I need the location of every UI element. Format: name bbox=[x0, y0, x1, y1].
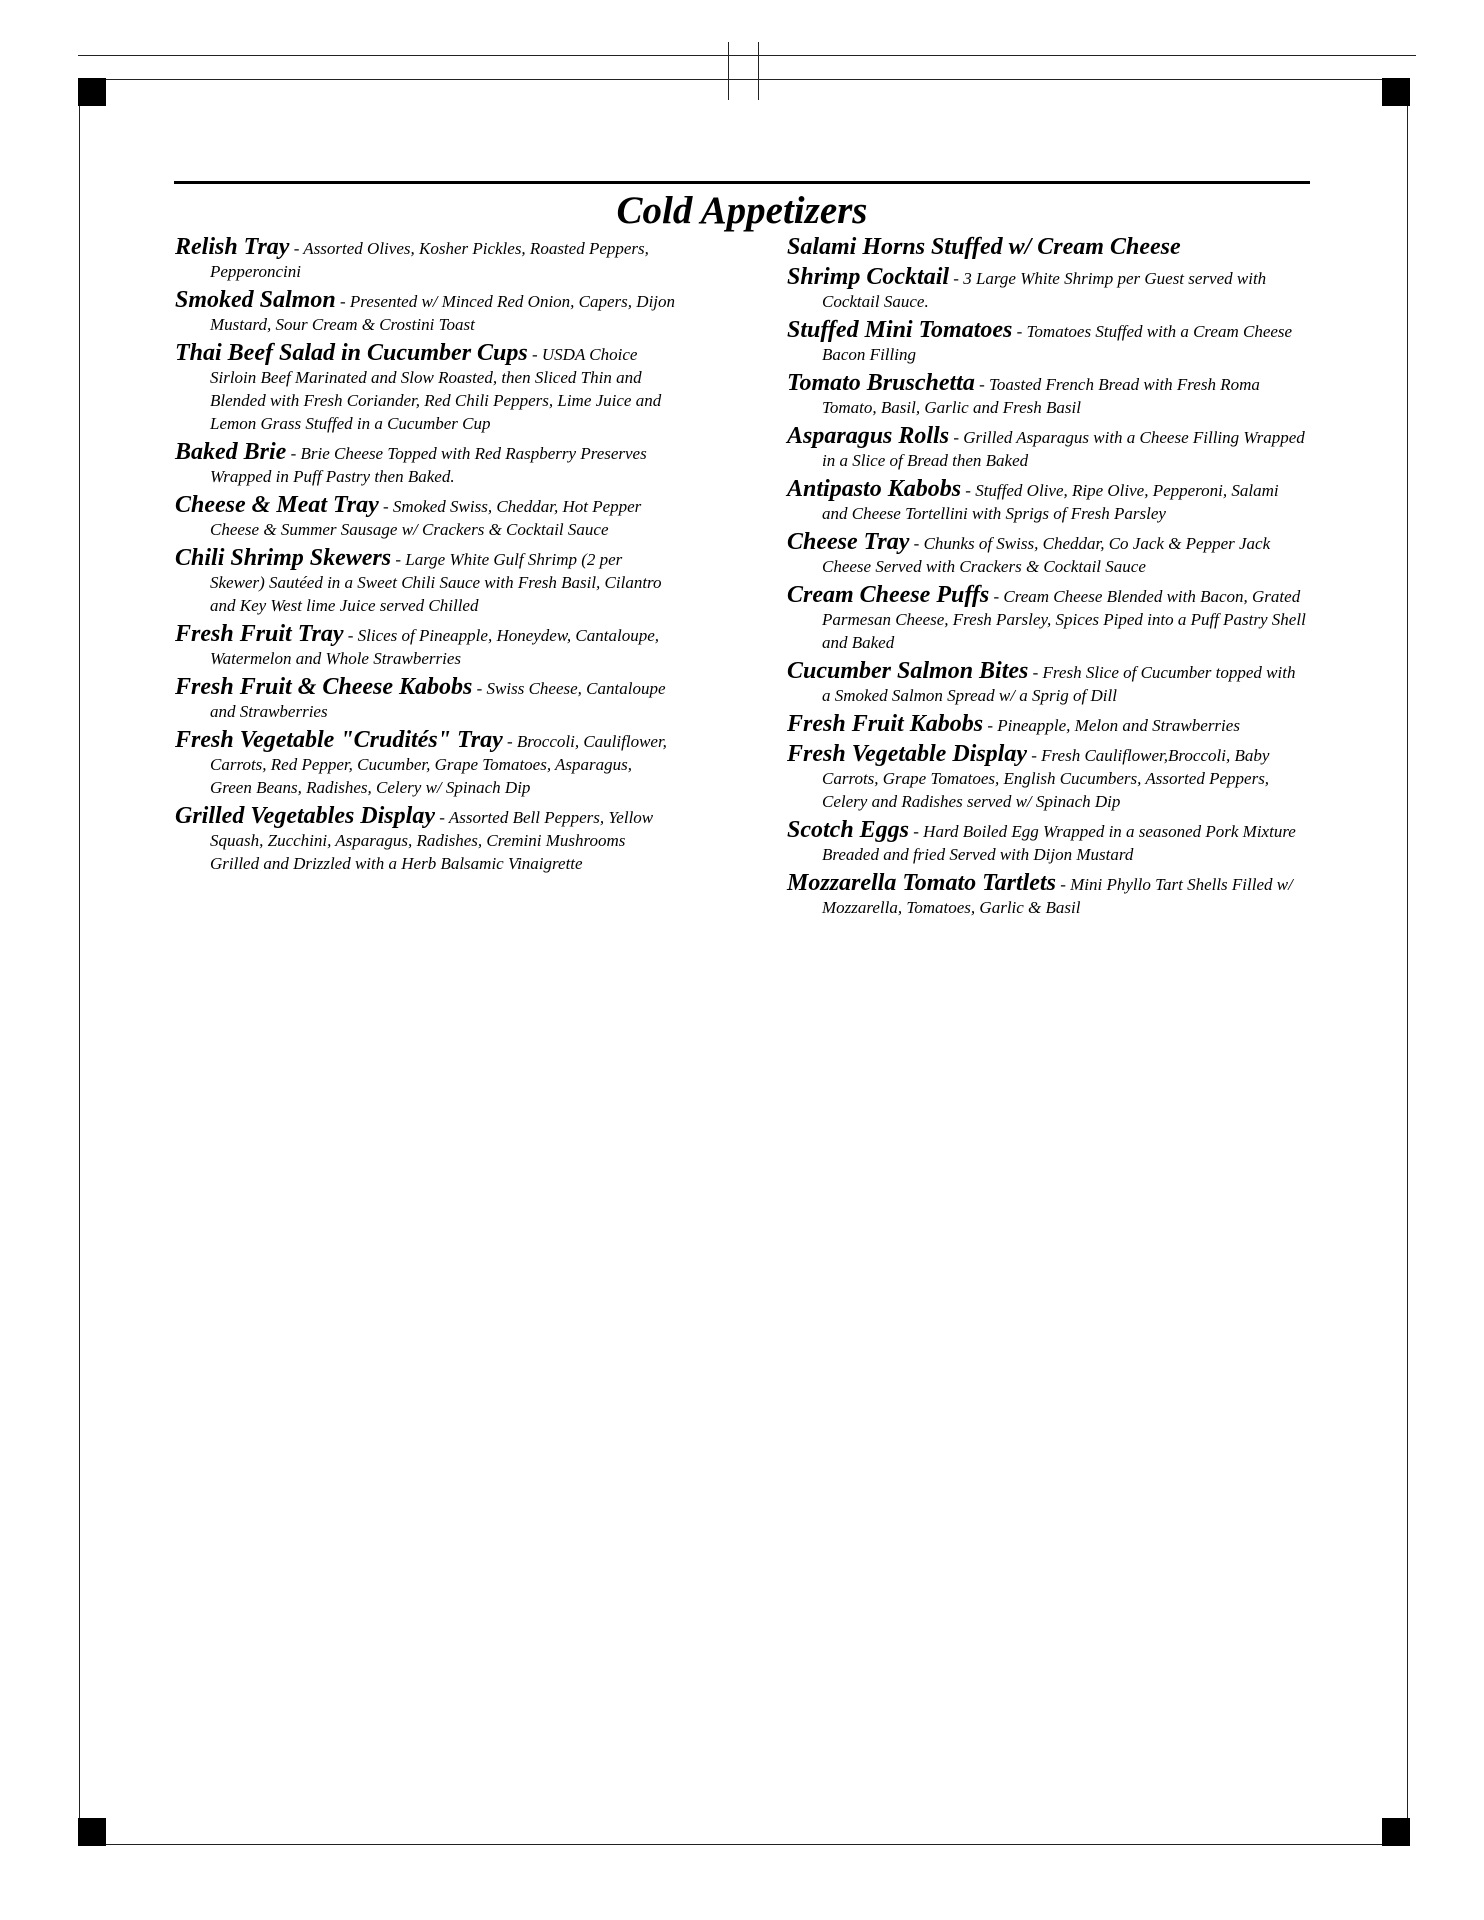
menu-item bbox=[787, 372, 1307, 419]
menu-item-name: Shrimp Cocktail bbox=[787, 264, 950, 290]
menu-item bbox=[787, 266, 1307, 313]
menu-item-description: - Assorted Olives, Kosher Pickles, Roasted Peppers, Pepperoncini bbox=[210, 239, 649, 281]
menu-item-name: Cream Cheese Puffs bbox=[787, 582, 990, 608]
menu-item bbox=[787, 319, 1307, 366]
corner-mark-top-right bbox=[1382, 78, 1410, 106]
menu-item-name: Fresh Vegetable "Crudités" Tray bbox=[175, 727, 503, 753]
menu-item-name: Stuffed Mini Tomatoes bbox=[787, 317, 1013, 343]
menu-item-description: - USDA Choice Sirloin Beef Marinated and Slow Roasted, then Sliced Thin and Blended with Fresh Coriander, Red Chili Peppers, Lime Juice and Lemon Grass Stuffed in a Cucumber Cup bbox=[210, 345, 662, 433]
menu-item bbox=[787, 872, 1307, 919]
menu-item-name: Cucumber Salmon Bites bbox=[787, 658, 1029, 684]
menu-item-name: Smoked Salmon bbox=[175, 287, 336, 313]
menu-item-name: Chili Shrimp Skewers bbox=[175, 545, 392, 571]
menu-item bbox=[175, 623, 675, 670]
menu-item-description: - Toasted French Bread with Fresh Roma Tomato, Basil, Garlic and Fresh Basil bbox=[822, 375, 1260, 417]
menu-item bbox=[787, 660, 1307, 707]
menu-item-description: - Cream Cheese Blended with Bacon, Grated Parmesan Cheese, Fresh Parsley, Spices Piped into a Puff Pastry Shell and Baked bbox=[822, 587, 1306, 652]
menu-item-description: - Swiss Cheese, Cantaloupe and Strawberries bbox=[210, 679, 666, 721]
menu-item bbox=[175, 342, 675, 435]
menu-item bbox=[787, 819, 1307, 866]
menu-item-description: - Hard Boiled Egg Wrapped in a seasoned Pork Mixture Breaded and fried Served with Dijon Mustard bbox=[822, 822, 1296, 864]
menu-item-description: - Presented w/ Minced Red Onion, Capers, Dijon Mustard, Sour Cream & Crostini Toast bbox=[210, 292, 676, 334]
menu-item bbox=[787, 743, 1307, 813]
menu-item-description: - Tomatoes Stuffed with a Cream Cheese Bacon Filling bbox=[822, 322, 1293, 364]
menu-item bbox=[175, 289, 675, 336]
menu-item-name: Baked Brie bbox=[175, 439, 287, 465]
menu-item-description: - Fresh Slice of Cucumber topped with a Smoked Salmon Spread w/ a Sprig of Dill bbox=[822, 663, 1296, 705]
menu-item bbox=[175, 729, 675, 799]
menu-item-description: - Fresh Cauliflower,Broccoli, Baby Carrots, Grape Tomatoes, English Cucumbers, Assorted Peppers, Celery and Radishes served w/ Spinach Dip bbox=[822, 746, 1270, 811]
menu-item-name: Asparagus Rolls bbox=[787, 423, 950, 449]
menu-item bbox=[175, 236, 675, 283]
menu-item bbox=[787, 236, 1307, 260]
menu-item-name: Relish Tray bbox=[175, 234, 290, 260]
menu-item bbox=[787, 713, 1307, 737]
menu-item-description: - Slices of Pineapple, Honeydew, Cantaloupe, Watermelon and Whole Strawberries bbox=[210, 626, 660, 668]
menu-item bbox=[175, 547, 675, 617]
menu-item bbox=[787, 531, 1307, 578]
menu-item-name: Fresh Fruit Tray bbox=[175, 621, 344, 647]
right-menu-column bbox=[787, 236, 1307, 925]
menu-item-description: - Pineapple, Melon and Strawberries bbox=[983, 716, 1240, 735]
menu-item bbox=[175, 805, 675, 875]
menu-item-description: - Stuffed Olive, Ripe Olive, Pepperoni, Salami and Cheese Tortellini with Sprigs of Fresh Parsley bbox=[822, 481, 1279, 523]
menu-item-description: - Grilled Asparagus with a Cheese Filling Wrapped in a Slice of Bread then Baked bbox=[822, 428, 1305, 470]
page-title: Cold Appetizers bbox=[616, 189, 868, 232]
menu-item bbox=[787, 584, 1307, 654]
menu-item-description: - 3 Large White Shrimp per Guest served with Cocktail Sauce. bbox=[822, 269, 1267, 311]
menu-item-name: Salami Horns Stuffed w/ Cream Cheese bbox=[787, 234, 1181, 260]
menu-item-description: - Chunks of Swiss, Cheddar, Co Jack & Pepper Jack Cheese Served with Crackers & Cocktail Sauce bbox=[822, 534, 1271, 576]
menu-item bbox=[787, 425, 1307, 472]
menu-item-description: - Large White Gulf Shrimp (2 per Skewer) Sautéed in a Sweet Chili Sauce with Fresh Basil, Cilantro and Key West lime Juice served Chilled bbox=[210, 550, 662, 615]
menu-item-name: Tomato Bruschetta bbox=[787, 370, 975, 396]
menu-item-name: Cheese & Meat Tray bbox=[175, 492, 379, 518]
corner-mark-top-left bbox=[78, 78, 106, 106]
menu-item bbox=[787, 478, 1307, 525]
menu-item-name: Scotch Eggs bbox=[787, 817, 910, 843]
left-menu-column bbox=[175, 236, 675, 881]
menu-item bbox=[175, 494, 675, 541]
menu-item-description: - Brie Cheese Topped with Red Raspberry Preserves Wrapped in Puff Pastry then Baked. bbox=[210, 444, 647, 486]
menu-item-name: Grilled Vegetables Display bbox=[175, 803, 435, 829]
menu-item-name: Cheese Tray bbox=[787, 529, 910, 555]
menu-item-description: - Smoked Swiss, Cheddar, Hot Pepper Cheese & Summer Sausage w/ Crackers & Cocktail Sauce bbox=[210, 497, 642, 539]
menu-item-description: - Assorted Bell Peppers, Yellow Squash, Zucchini, Asparagus, Radishes, Cremini Mushrooms Grilled and Drizzled with a Herb Balsamic Vinaigrette bbox=[210, 808, 654, 873]
menu-item-description: - Mini Phyllo Tart Shells Filled w/ Mozzarella, Tomatoes, Garlic & Basil bbox=[822, 875, 1293, 917]
menu-item-description: - Broccoli, Cauliflower, Carrots, Red Pepper, Cucumber, Grape Tomatoes, Asparagus, Green Beans, Radishes, Celery w/ Spinach Dip bbox=[210, 732, 667, 797]
menu-item-name: Thai Beef Salad in Cucumber Cups bbox=[175, 340, 528, 366]
menu-item-name: Mozzarella Tomato Tartlets bbox=[787, 870, 1056, 896]
corner-mark-bottom-right bbox=[1382, 1818, 1410, 1846]
menu-item bbox=[175, 676, 675, 723]
menu-item-name: Fresh Vegetable Display bbox=[787, 741, 1027, 767]
menu-item-name: Fresh Fruit Kabobs bbox=[787, 711, 984, 737]
corner-mark-bottom-left bbox=[78, 1818, 106, 1846]
menu-item-name: Fresh Fruit & Cheese Kabobs bbox=[175, 674, 473, 700]
menu-item-name: Antipasto Kabobs bbox=[787, 476, 962, 502]
top-rule bbox=[78, 55, 1416, 56]
menu-item bbox=[175, 441, 675, 488]
